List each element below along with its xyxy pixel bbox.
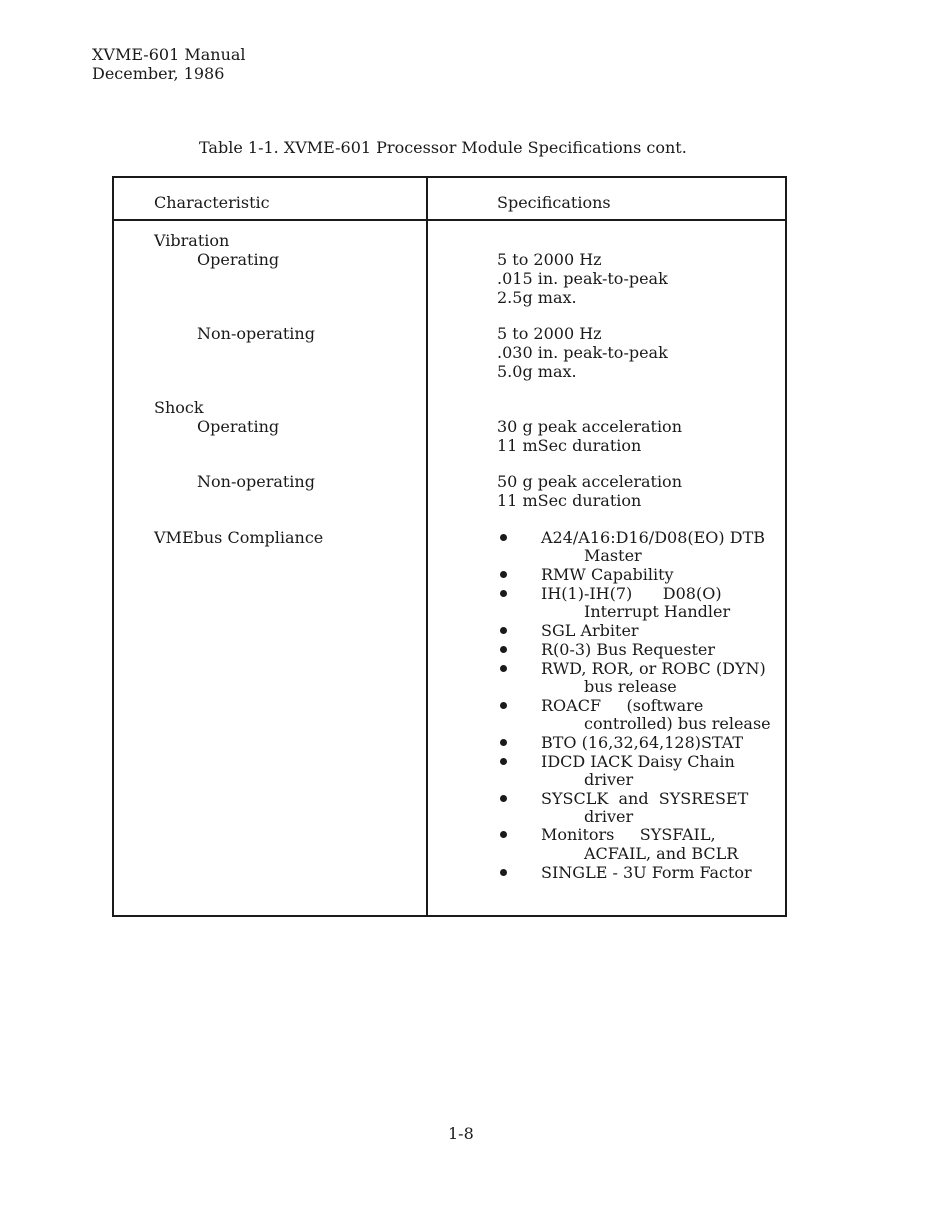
vibration-nonoperating-spec: .030 in. peak-to-peak [497, 343, 668, 362]
list-item-continuation: driver [584, 807, 634, 826]
column-header-specifications: Specifications [497, 193, 611, 212]
list-item: RMW Capability [541, 565, 674, 584]
bullet-icon [500, 627, 507, 634]
vibration-nonoperating-spec: 5 to 2000 Hz [497, 324, 602, 343]
bullet-icon [500, 646, 507, 653]
shock-nonoperating-spec: 11 mSec duration [497, 491, 642, 510]
vibration-label: Vibration [154, 231, 230, 250]
bullet-icon [500, 869, 507, 876]
list-item: Monitors SYSFAIL, [541, 825, 716, 844]
list-item-continuation: ACFAIL, and BCLR [584, 844, 739, 863]
list-item: IH(1)-IH(7) D08(O) [541, 584, 722, 603]
list-item: SINGLE - 3U Form Factor [541, 863, 752, 882]
list-item-continuation: driver [584, 770, 634, 789]
list-item: SGL Arbiter [541, 621, 639, 640]
manual-date: December, 1986 [92, 64, 225, 83]
bullet-icon [500, 665, 507, 672]
vibration-operating-spec: .015 in. peak-to-peak [497, 269, 668, 288]
bullet-icon [500, 534, 507, 541]
shock-label: Shock [154, 398, 204, 417]
shock-operating-spec: 11 mSec duration [497, 436, 642, 455]
table-column-divider [426, 176, 428, 917]
column-header-characteristic: Characteristic [154, 193, 270, 212]
shock-operating-label: Operating [197, 417, 280, 436]
list-item-continuation: Master [584, 546, 642, 565]
vmebus-compliance-label: VMEbus Compliance [154, 528, 324, 547]
table-left-border [112, 176, 114, 917]
bullet-icon [500, 702, 507, 709]
list-item: IDCD IACK Daisy Chain [541, 752, 735, 771]
table-caption: Table 1-1. XVME-601 Processor Module Specifications cont. [199, 138, 687, 157]
table-top-border [112, 176, 787, 178]
shock-nonoperating-spec: 50 g peak acceleration [497, 472, 682, 491]
vibration-operating-spec: 2.5g max. [497, 288, 577, 307]
bullet-icon [500, 571, 507, 578]
list-item-continuation: bus release [584, 677, 677, 696]
list-item-continuation: Interrupt Handler [584, 602, 731, 621]
table-right-border [785, 176, 787, 917]
bullet-icon [500, 795, 507, 802]
bullet-icon [500, 831, 507, 838]
list-item: BTO (16,32,64,128)STAT [541, 733, 744, 752]
list-item: A24/A16:D16/D08(EO) DTB [541, 528, 765, 547]
list-item: ROACF (software [541, 696, 704, 715]
shock-operating-spec: 30 g peak acceleration [497, 417, 682, 436]
list-item: R(0-3) Bus Requester [541, 640, 716, 659]
table-bottom-border [112, 915, 787, 917]
vibration-operating-label: Operating [197, 250, 280, 269]
list-item-continuation: controlled) bus release [584, 714, 771, 733]
vibration-operating-spec: 5 to 2000 Hz [497, 250, 602, 269]
bullet-icon [500, 758, 507, 765]
vibration-nonoperating-label: Non-operating [197, 324, 315, 343]
list-item: RWD, ROR, or ROBC (DYN) [541, 659, 766, 678]
bullet-icon [500, 590, 507, 597]
list-item: SYSCLK and SYSRESET [541, 789, 749, 808]
bullet-icon [500, 739, 507, 746]
page-number: 1-8 [448, 1124, 474, 1143]
shock-nonoperating-label: Non-operating [197, 472, 315, 491]
table-header-divider [112, 219, 787, 221]
manual-title: XVME-601 Manual [92, 45, 246, 64]
vibration-nonoperating-spec: 5.0g max. [497, 362, 577, 381]
